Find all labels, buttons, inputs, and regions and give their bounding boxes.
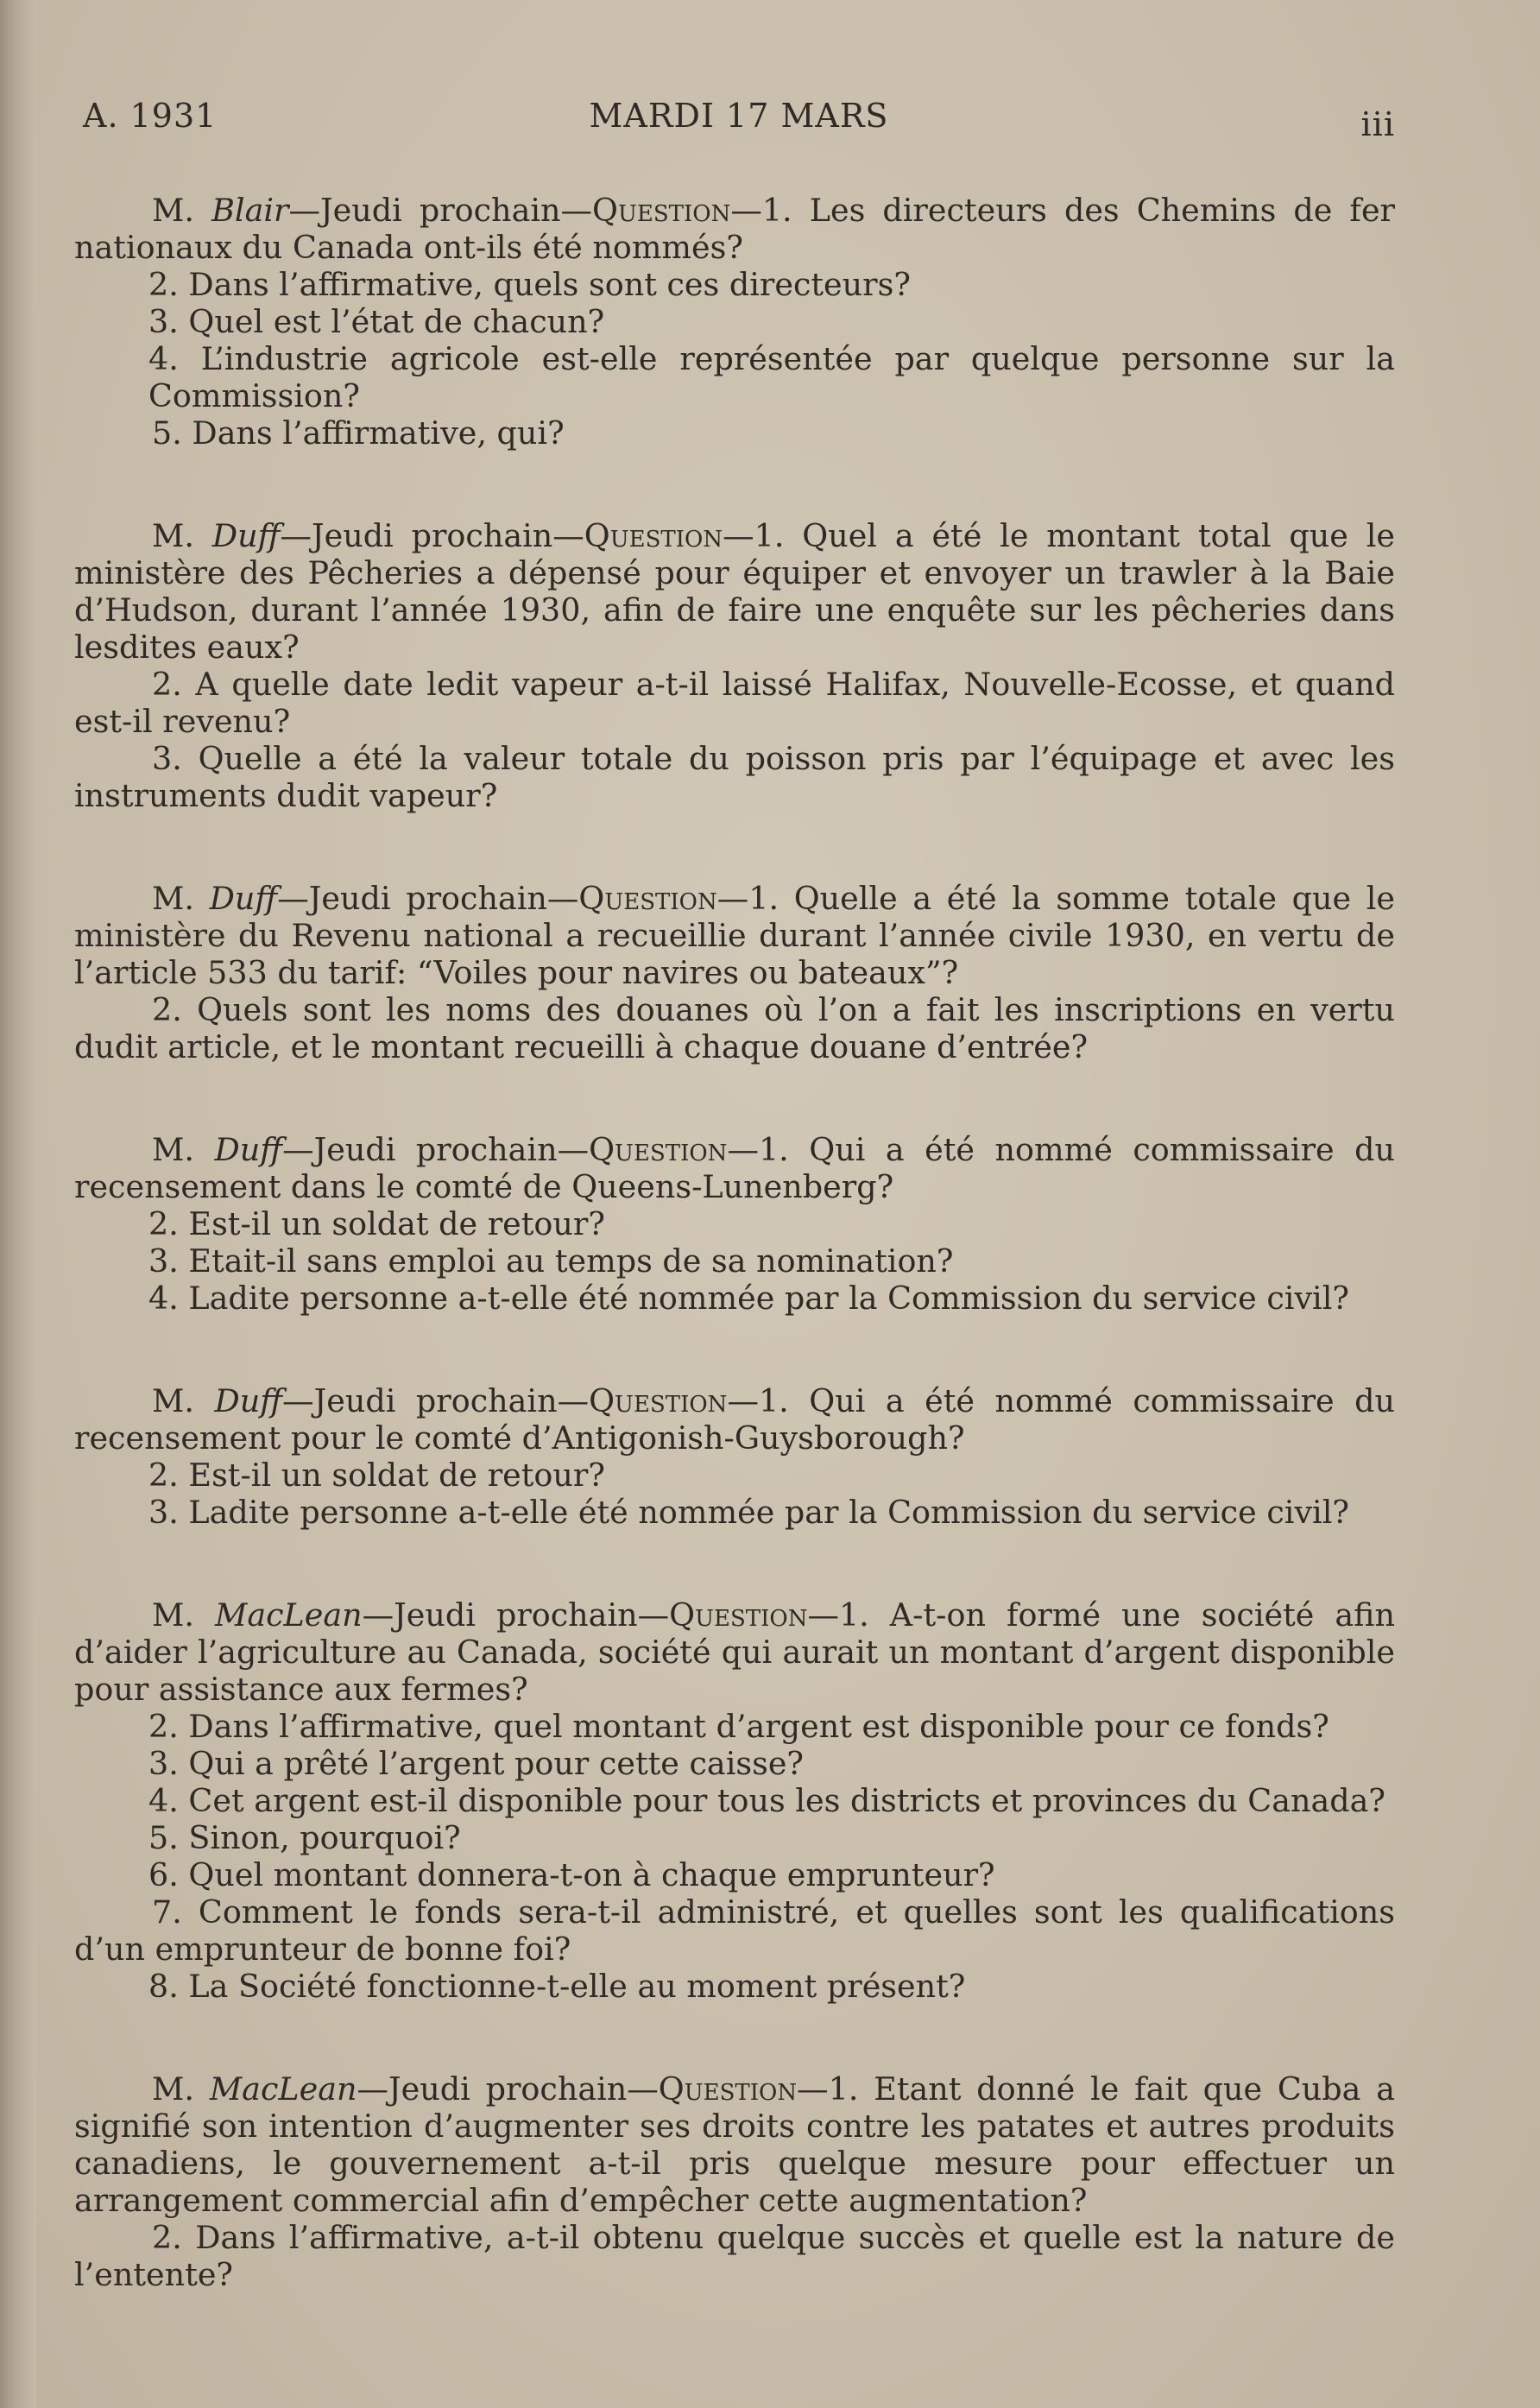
member-name: MacLean <box>214 1596 363 1634</box>
question-item: 4. Cet argent est-il disponible pour tous les districts et provinces du Canada? <box>148 1782 1385 1819</box>
question-entry <box>74 2070 1395 2293</box>
question-item: 5. Dans l’affirmative, qui? <box>152 414 565 452</box>
question-date: —Jeudi prochain— <box>357 2070 659 2108</box>
questions-list <box>74 192 1395 2293</box>
question-item: 6. Quel montant donnera-t-on à chaque emprunteur? <box>148 1856 995 1893</box>
page-date-title: MARDI 17 MARS <box>589 97 889 135</box>
question-entry <box>74 517 1395 814</box>
question-first-line <box>74 192 1395 266</box>
question-first-line <box>74 1596 1395 1708</box>
question-date: —Jeudi prochain— <box>288 192 593 229</box>
question-item: 2. Quels sont les noms des douanes où l’on a fait les inscriptions en vertu dudit article, et le montant recueilli à chaque douane d’entrée? <box>74 991 1395 1065</box>
question-date: —Jeudi prochain— <box>280 517 584 554</box>
question-item: 5. Sinon, pourquoi? <box>148 1819 461 1856</box>
question-text: —1. A-t-on formé une société afin d’aider l’agriculture au Canada, société qui aurait un montant d’argent disponible pour assistance aux fermes? <box>74 1596 1396 1708</box>
member-name: Duff <box>209 880 278 917</box>
question-label: Question <box>589 1131 728 1168</box>
question-text: —1. Quelle a été la somme totale que le ministère du Revenu national a recueillie durant l’année civile 1930, en vertu de l’article 533 du tarif: “Voiles pour navires ou bateaux”? <box>74 880 1396 991</box>
question-item: 3. Quelle a été la valeur totale du poisson pris par l’équipage et avec les instruments dudit vapeur? <box>74 740 1395 814</box>
question-item: 4. L’industrie agricole est-elle représentée par quelque personne sur la Commission? <box>148 340 1395 414</box>
question-first-line <box>74 2070 1395 2219</box>
member-name: Duff <box>214 1382 283 1419</box>
member-name: Duff <box>211 517 281 554</box>
question-date: —Jeudi prochain— <box>282 1131 590 1168</box>
question-item: 2. Est-il un soldat de retour? <box>148 1205 605 1242</box>
page-header <box>83 97 1395 149</box>
member-name: Duff <box>214 1131 283 1168</box>
question-item: 3. Etait-il sans emploi au temps de sa nomination? <box>148 1242 954 1280</box>
question-label: Question <box>669 1596 808 1634</box>
question-label: Question <box>584 517 723 554</box>
question-text: —1. Les directeurs des Chemins de fer nationaux du Canada ont-ils été nommés? <box>74 192 1395 266</box>
question-item: 3. Ladite personne a-t-elle été nommée par la Commission du service civil? <box>148 1494 1349 1531</box>
question-item: 2. A quelle date ledit vapeur a-t-il laissé Halifax, Nouvelle-Ecosse, et quand est-il revenu? <box>74 666 1395 740</box>
question-first-line <box>74 880 1395 991</box>
question-text: —1. Qui a été nommé commissaire du recensement pour le comté d’Antigonish-Guysborough? <box>74 1382 1396 1457</box>
member-name: Blair <box>211 192 289 229</box>
question-item: 4. Ladite personne a-t-elle été nommée par la Commission du service civil? <box>148 1280 1349 1317</box>
question-item: 2. Dans l’affirmative, quel montant d’argent est disponible pour ce fonds? <box>148 1708 1329 1745</box>
question-item: 3. Qui a prêté l’argent pour cette caisse? <box>148 1745 804 1782</box>
question-entry <box>74 192 1395 452</box>
question-text: —1. Etant donné le fait que Cuba a signifié son intention d’augmenter ses droits contre les patates et autres produits canadiens, le gouvernement a-t-il pris quelque mesure pour effectuer un arrangement commercial afin d’empêcher cette augmentation? <box>74 2070 1396 2219</box>
question-text: —1. Qui a été nommé commissaire du recensement dans le comté de Queens-Lunenberg? <box>74 1131 1396 1205</box>
member-title: M. <box>152 517 194 554</box>
question-date: —Jeudi prochain— <box>282 1382 590 1419</box>
question-item: 2. Dans l’affirmative, a-t-il obtenu quelque succès et quelle est la nature de l’entente? <box>74 2219 1395 2293</box>
member-title: M. <box>152 1382 194 1419</box>
question-date: —Jeudi prochain— <box>362 1596 670 1634</box>
session-year: A. 1931 <box>83 97 218 135</box>
member-title: M. <box>152 1596 194 1634</box>
question-text: —1. Quel a été le montant total que le ministère des Pêcheries a dépensé pour équiper et envoyer un trawler à la Baie d’Hudson, durant l’année 1930, afin de faire une enquête sur les pêcheries dans lesdites eaux? <box>74 517 1396 666</box>
question-label: Question <box>592 192 731 229</box>
question-label: Question <box>658 2070 798 2108</box>
page-binding-edge <box>0 0 36 2408</box>
question-entry <box>74 1382 1395 1531</box>
question-label: Question <box>589 1382 728 1419</box>
question-item: 2. Est-il un soldat de retour? <box>148 1457 605 1494</box>
question-entry <box>74 1131 1395 1317</box>
question-item: 3. Quel est l’état de chacun? <box>148 303 605 340</box>
page-number: iii <box>1360 105 1395 143</box>
member-title: M. <box>152 192 194 229</box>
member-title: M. <box>152 880 194 917</box>
question-entry <box>74 880 1395 1065</box>
member-title: M. <box>152 2070 194 2108</box>
question-item: 8. La Société fonctionne-t-elle au moment présent? <box>148 1968 966 2005</box>
question-entry <box>74 1596 1395 2005</box>
question-label: Question <box>578 880 717 917</box>
question-first-line <box>74 517 1395 666</box>
question-first-line <box>74 1382 1395 1457</box>
member-title: M. <box>152 1131 194 1168</box>
question-item: 2. Dans l’affirmative, quels sont ces directeurs? <box>148 266 911 303</box>
question-first-line <box>74 1131 1395 1205</box>
question-item: 7. Comment le fonds sera-t-il administré, et quelles sont les qualifications d’un emprunteur de bonne foi? <box>74 1893 1395 1968</box>
question-date: —Jeudi prochain— <box>277 880 579 917</box>
member-name: MacLean <box>209 2070 357 2108</box>
